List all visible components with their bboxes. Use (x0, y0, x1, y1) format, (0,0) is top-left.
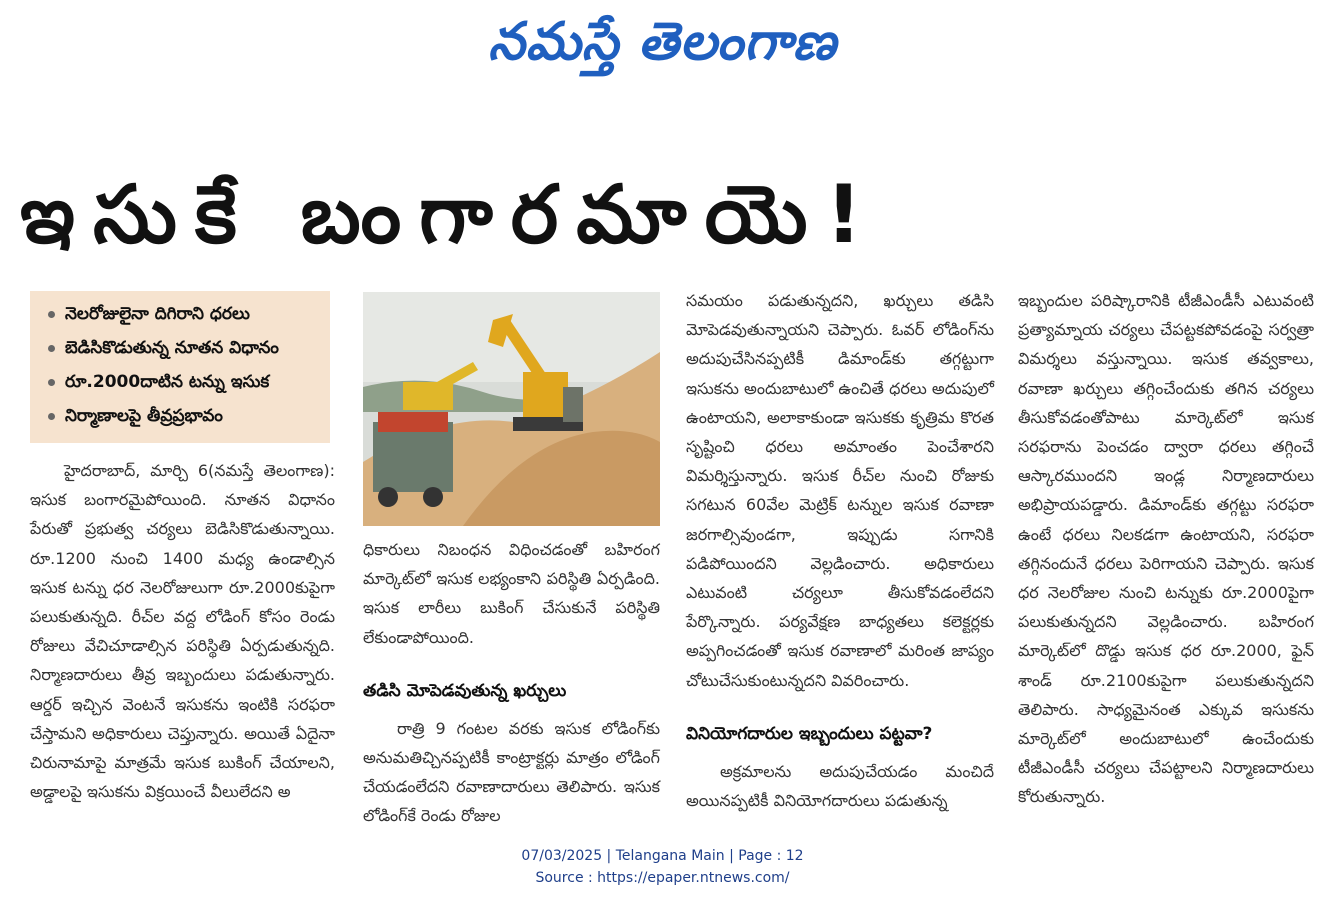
bullet-icon (48, 379, 55, 386)
masthead-logo: నమస్తే తెలంగాణ (488, 12, 837, 72)
paragraph: ధికారులు నిబంధన విధించడంతో బహిరంగ మార్కెట్‌లో ఇసుక లభ్యంకాని పరిస్థితి ఏర్పడింది. ఇసుక లారీలు బుకింగ్ చేసుకునే పరిస్థితి లేకుండాపోయింది. (363, 540, 660, 647)
article-photo (363, 292, 660, 526)
bullet-icon (48, 413, 55, 420)
bullet-icon (48, 311, 55, 318)
highlight-item (48, 297, 322, 331)
paragraph: అక్రమాలను అదుపుచేయడం మంచిదే అయినప్పటికీ వినియోగదారులు పడుతున్న (686, 761, 994, 811)
subheading: వినియోగదారుల ఇబ్బందులు పట్టవా? (686, 723, 933, 744)
paragraph: సమయం పడుతున్నదని, ఖర్చులు తడిసి మోపెడవుతున్నాయని చెప్పారు. ఓవర్ లోడింగ్‌ను అదుపుచేసినప్పటికీ డిమాండ్‌కు తగ్గట్టుగా ఇసుకను అందుబాటులో ఉంచితే ధరలు అదుపులో ఉంటాయని, అలాకాకుండా ఇసుకకు కృత్రిమ కొరత సృష్టించి ధరలు అమాంతం పెంచేశారని విమర్శిస్తున్నారు. ఇసుక రీచ్‌ల నుంచి రోజుకు సగటున 60వేల మెట్రిక్ టన్నుల ఇసుక రవాణా జరగాల్సివుండగా, ఇప్పుడు సగానికి పడిపోయిందని వెల్లడించారు. అధికారులు ఎటువంటి చర్యలూ తీసుకోవడంలేదని పేర్కొన్నారు. పర్యవేక్షణ బాధ్యతలు కలెక్టర్లకు అప్పగించడంతో ఇసుక రవాణాలో మరింత జాప్యం చోటుచేసుకుంటున్నదని వివరించారు. (686, 291, 994, 690)
highlight-text: నెలరోజులైనా దిగిరాని ధరలు (65, 304, 250, 324)
headline: ఇసుకే బంగారమాయె! (20, 168, 880, 261)
bullet-icon (48, 345, 55, 352)
paragraph: హైదరాబాద్, మార్చి 6(నమస్తే తెలంగాణ): ఇసుక బంగారమైపోయింది. నూతన విధానం పేరుతో ప్రభుత్వ చర్యలు బెడిసికొడుతున్నాయి. రూ.1200 నుంచి 1400 మధ్య ఉండాల్సిన ఇసుక టన్ను ధర నెలరోజులుగా రూ.2000కుపైగా పలుకుతున్నది. రీచ్‌ల వద్ద లోడింగ్ కోసం రెండు రోజులు వేచిచూడాల్సిన పరిస్థితి ఏర్పడుతున్నది. నిర్మాణదారులు తీవ్ర ఇబ్బందులు పడుతున్నారు. ఆర్డర్ ఇచ్చిన వెంటనే ఇసుకను ఇంటికి సరఫరా చేస్తామని అధికారులు చెప్తున్నారు. అయితే ఏదైనా చిరునామాపై మాత్రమే ఇసుక బుకింగ్ చేయాలని, అడ్డాలపై ఇసుకను విక్రయించే వీలులేదని అ (30, 461, 335, 802)
highlights-box (30, 291, 330, 443)
column-3 (686, 286, 994, 816)
highlight-text: బెడిసికొడుతున్న నూతన విధానం (65, 338, 279, 358)
paragraph: రాత్రి 9 గంటల వరకు ఇసుక లోడింగ్‌కు అనుమతిచ్చినప్పటికీ కాంట్రాక్టర్లు మాత్రం లోడింగ్ చేయడంలేదని రవాణాదారులు తెలిపారు. ఇసుక లోడింగ్‌కే రెండు రోజుల (363, 718, 660, 826)
highlight-item (48, 365, 322, 399)
footer-source-line: Source : https://epaper.ntnews.com/ (535, 870, 790, 886)
paragraph: ఇబ్బందుల పరిష్కారానికి టీజీఎండీసీ ఎటువంటి ప్రత్యామ్నాయ చర్యలు చేపట్టకపోవడంపై సర్వత్రా విమర్శలు వస్తున్నాయి. ఇసుక తవ్వకాలు, రవాణా ఖర్చులు తగ్గించేందుకు తగిన చర్యలు తీసుకోవడంతోపాటు మార్కెట్‌లో ఇసుక సరఫరాను పెంచడం ద్వారా ధరలు తగ్గించే ఆస్కారముందని ఇండ్ల నిర్మాణదారులు అభిప్రాయపడ్డారు. డిమాండ్‌కు తగ్గట్టు సరఫరా ఉంటే ధరలు నిలకడగా ఉంటాయని, సరఫరా తగ్గినందునే ధరలు పెరిగాయని చెప్పారు. ఇసుక ధర నెలరోజుల నుంచి టన్నుకు రూ.2000పైగా పలుకుతున్నదని వెల్లడించారు. బహిరంగ మార్కెట్‌లో దొడ్డు ఇసుక ధర రూ.2000, ఫైన్ శాండ్ రూ.2100కుపైగా పలుకుతున్నదని తెలిపారు. సాధ్యమైనంత ఎక్కువ ఇసుకను మార్కెట్‌లో అందుబాటులో ఉంచేందుకు టీజీఎండీసీ చర్యలు చేపట్టాలని నిర్మాణదారులు కోరుతున్నారు. (1018, 291, 1314, 807)
footer-date-line: 07/03/2025 | Telangana Main | Page : 12 (521, 848, 804, 864)
column-2 (363, 535, 660, 826)
highlight-text: నిర్మాణాలపై తీవ్రప్రభావం (65, 406, 223, 426)
column-1 (30, 456, 335, 816)
highlight-text: రూ.2000దాటిన టన్ను ఇసుక (65, 372, 270, 392)
subheading: తడిసి మోపెడవుతున్న ఖర్చులు (363, 680, 567, 701)
highlight-item (48, 399, 322, 433)
column-4 (1018, 286, 1314, 816)
highlight-item (48, 331, 322, 365)
